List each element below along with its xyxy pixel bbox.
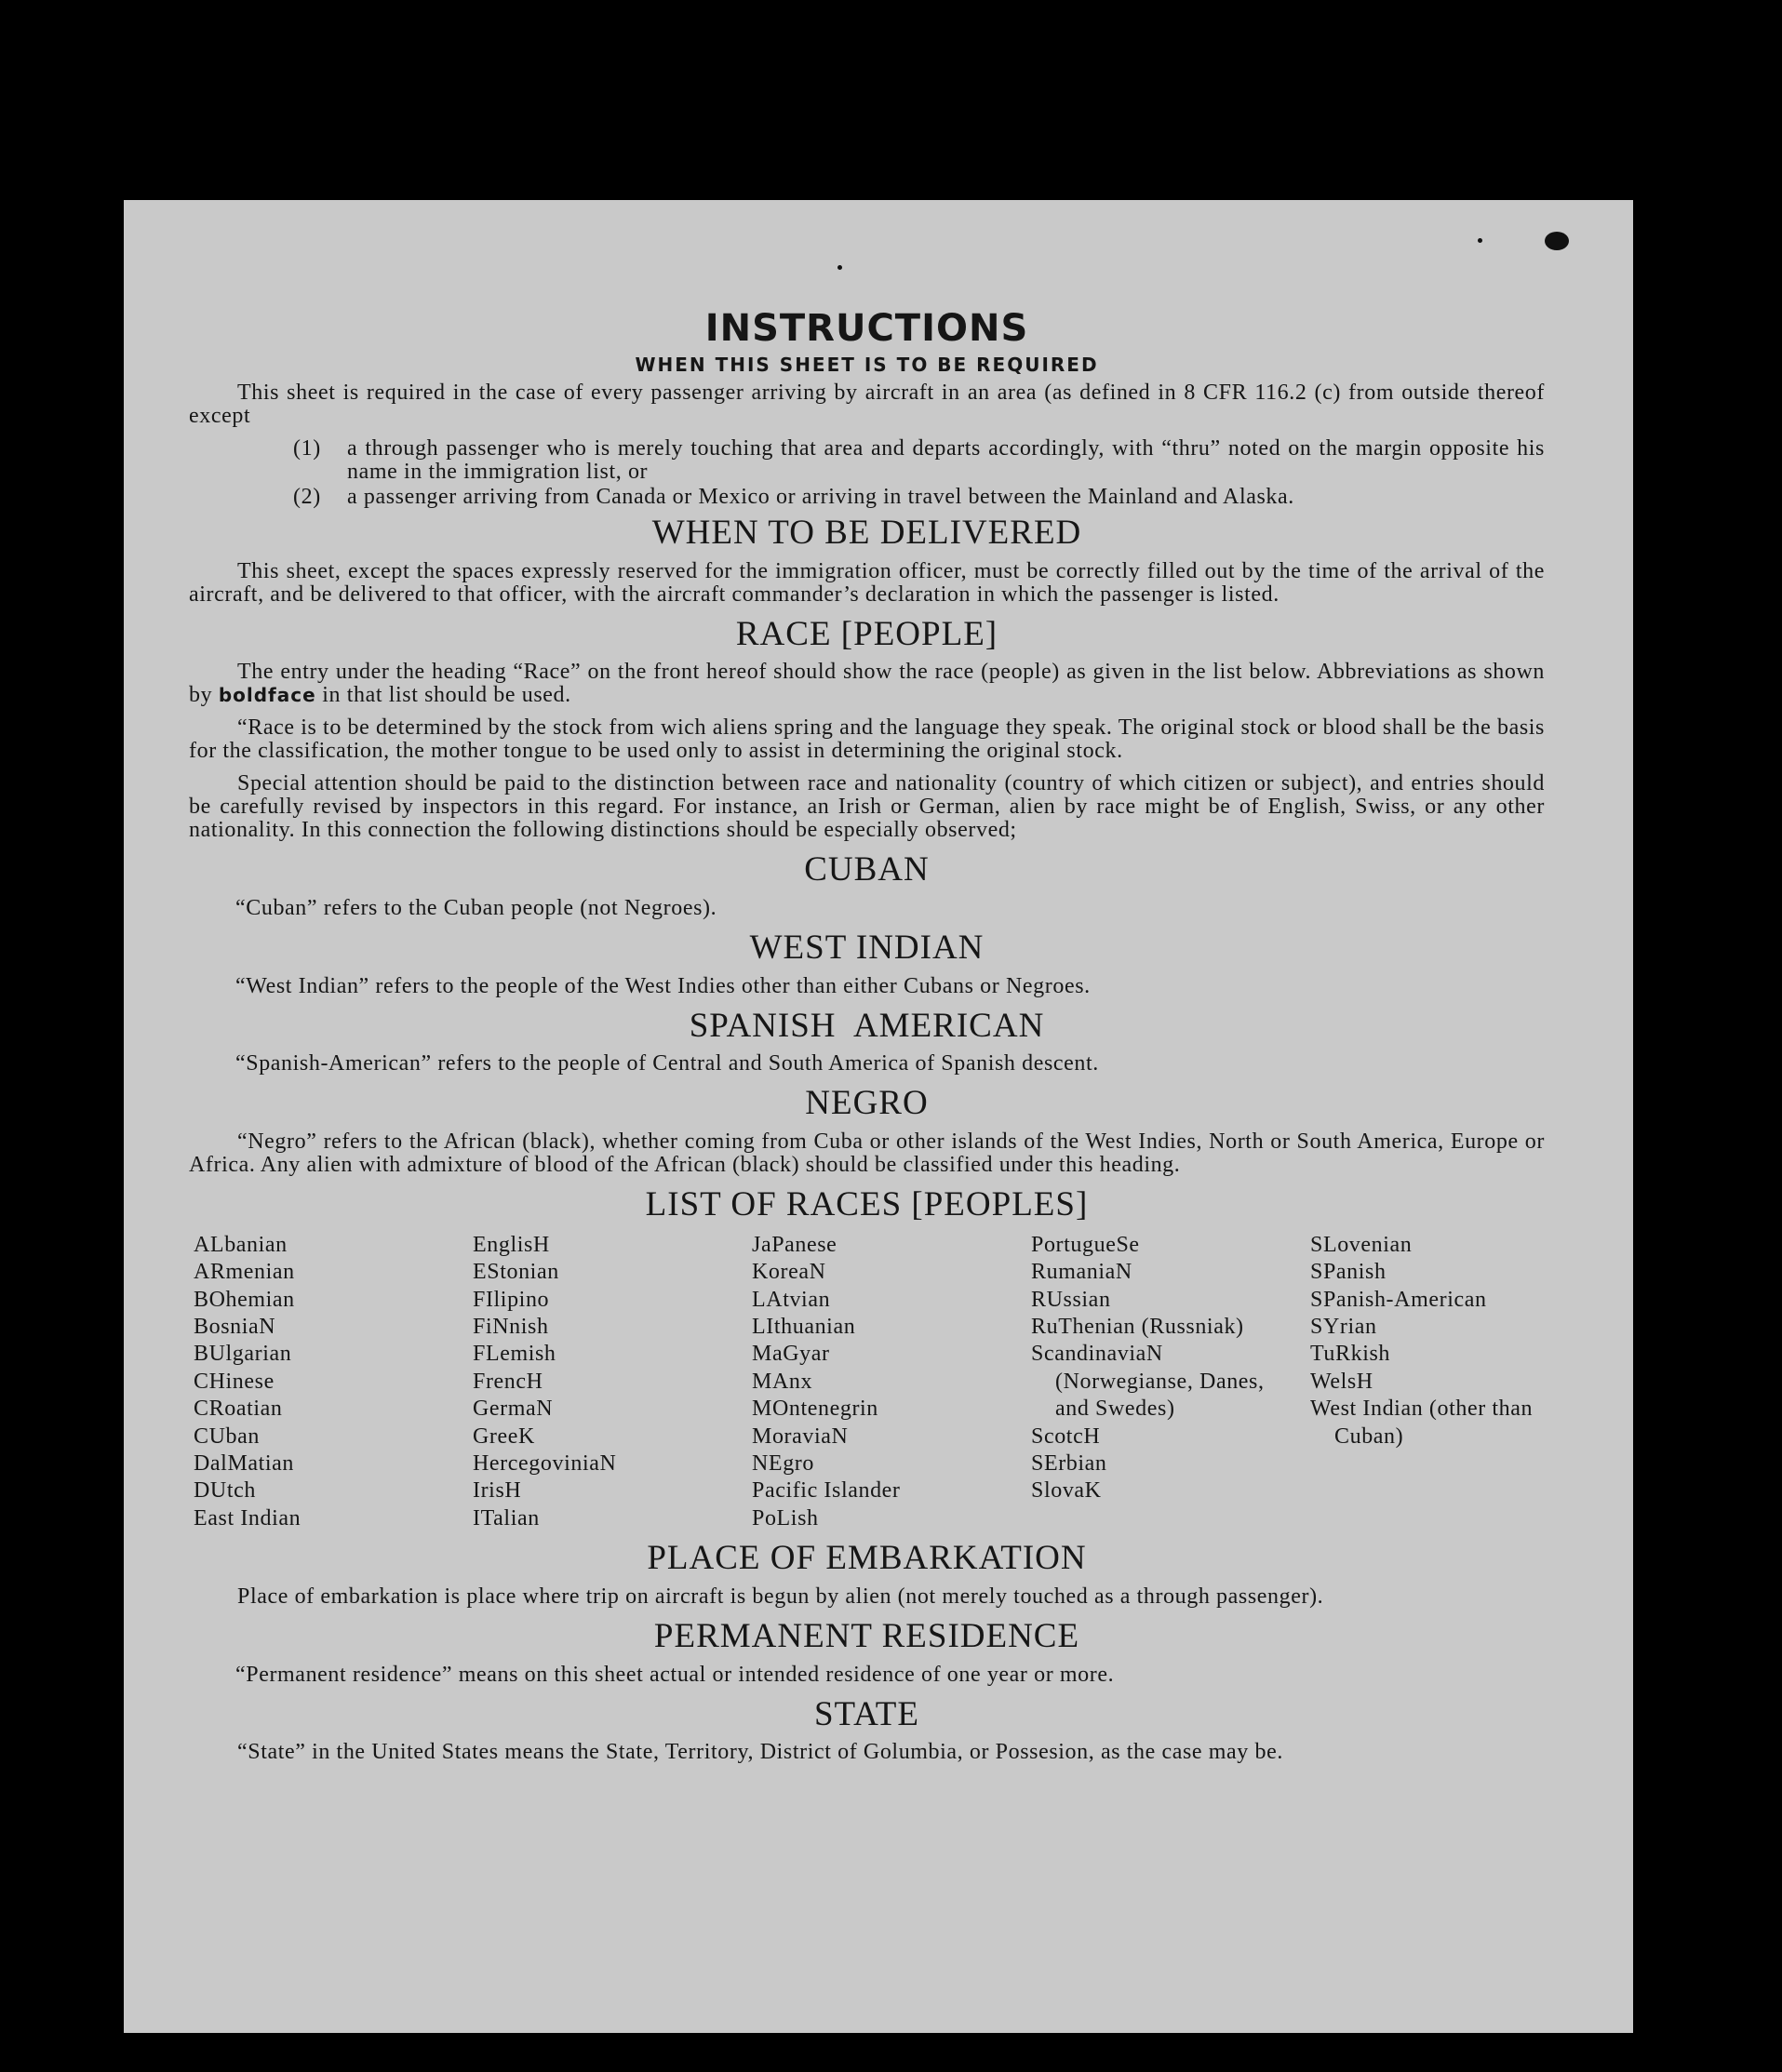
- race-entry: GermaN: [473, 1397, 554, 1422]
- section-heading-state: STATE: [813, 1694, 920, 1733]
- race-entry: TuRkish: [1310, 1342, 1391, 1367]
- races-column: [752, 1232, 1031, 1532]
- race-entry: WelsH: [1310, 1369, 1373, 1394]
- race-entry: RumaniaN: [1031, 1260, 1132, 1285]
- intro-paragraph: This sheet is required in the case of every passenger arriving by aircraft in an area (as defined in 8 CFR 116.2 (c) from outside thereof except: [189, 381, 1545, 428]
- race-entry: CUban: [194, 1424, 260, 1449]
- cuban-paragraph: “Cuban” refers to the Cuban people (not Negroes).: [235, 896, 717, 921]
- races-list: [194, 1232, 1545, 1532]
- race-entry: JaPanese: [752, 1232, 837, 1257]
- exception-text: a passenger arriving from Canada or Mexico or arriving in travel between the Mainland and Alaska.: [347, 485, 1294, 509]
- section-heading-embarkation: PLACE OF EMBARKATION: [647, 1539, 1087, 1578]
- exception-text: a through passenger who is merely touching that area and departs accordingly, with “thru” noted on the margin opposite his name in the immigration list, or: [347, 436, 1545, 484]
- race-entry: MaGyar: [752, 1342, 830, 1367]
- exception-number: (1): [293, 436, 321, 461]
- race-entry: MOntenegrin: [752, 1397, 878, 1422]
- ink-blot: [1545, 232, 1569, 250]
- ink-speck: [1478, 238, 1482, 243]
- race-entry: EnglisH: [473, 1232, 550, 1257]
- ink-speck: [837, 265, 842, 270]
- residence-paragraph: “Permanent residence” means on this sheet actual or intended residence of one year or more.: [235, 1662, 1115, 1687]
- section-heading-spanish-american: SPANISH AMERICAN: [689, 1006, 1045, 1045]
- race-entry: SYrian: [1310, 1315, 1377, 1340]
- race-paragraph-1: [189, 661, 1545, 707]
- race-entry: BOhemian: [194, 1287, 295, 1312]
- race-entry: MoraviaN: [752, 1424, 849, 1449]
- race-entry: MAnx: [752, 1369, 813, 1394]
- race-entry: BosniaN: [194, 1315, 276, 1340]
- race-entry: FIlipino: [473, 1287, 550, 1312]
- exception-number: (2): [293, 485, 321, 509]
- race-entry: ALbanian: [194, 1232, 288, 1257]
- boldface-term: boldface: [218, 684, 316, 707]
- race-entry: EStonian: [473, 1260, 559, 1285]
- document-title: INSTRUCTIONS: [704, 307, 1029, 350]
- races-column: [473, 1232, 752, 1532]
- state-paragraph: “State” in the United States means the State, Territory, District of Golumbia, or Possesion, as the case may be.: [237, 1740, 1283, 1765]
- race-entry: FLemish: [473, 1342, 556, 1367]
- section-heading-negro: NEGRO: [805, 1084, 929, 1123]
- document-page: [124, 200, 1633, 2033]
- exception-item: [189, 437, 1545, 484]
- race-text: The entry under the heading “Race” on the front hereof should show the race (people) as given in the list below. Abbreviations as shown by: [189, 660, 1545, 708]
- race-entry: GreeK: [473, 1424, 535, 1449]
- delivered-paragraph: This sheet, except the spaces expressly reserved for the immigration officer, must be correctly filled out by the time of the arrival of the aircraft, and be delivered to that officer, with the aircraft commander’s declaration in which the passenger is listed.: [189, 558, 1545, 607]
- races-column: [194, 1232, 473, 1532]
- race-entry: CHinese: [194, 1369, 275, 1394]
- race-entry: East Indian: [194, 1505, 301, 1531]
- race-entry: DalMatian: [194, 1451, 295, 1477]
- section-heading-race: RACE [PEOPLE]: [735, 614, 998, 653]
- race-entry: ScotcH: [1031, 1424, 1101, 1449]
- section-heading-residence: PERMANENT RESIDENCE: [653, 1616, 1080, 1655]
- race-entry: NEgro: [752, 1451, 814, 1477]
- section-heading-delivered: WHEN TO BE DELIVERED: [651, 514, 1082, 552]
- race-entry: SLovenian: [1310, 1232, 1413, 1257]
- race-entry: LIthuanian: [752, 1315, 856, 1340]
- race-entry: RUssian: [1031, 1287, 1111, 1312]
- race-entry: FrencH: [473, 1369, 543, 1394]
- race-entry: SPanish-American: [1310, 1287, 1487, 1312]
- spanish-american-paragraph: “Spanish-American” refers to the people of Central and South America of Spanish descent.: [235, 1051, 1099, 1076]
- section-heading-west-indian: WEST INDIAN: [749, 929, 985, 968]
- race-paragraph-3: Special attention should be paid to the distinction between race and nationality (country of which citizen or subject), and entries should be carefully revised by inspectors in this regard. For instance, an Irish or German, alien by race might be of English, Swiss, or any other nationality. In this connection the following distinctions should be especially observed;: [189, 771, 1545, 843]
- race-entry: KoreaN: [752, 1260, 826, 1285]
- race-entry: West Indian (other than Cuban): [1310, 1397, 1534, 1449]
- race-entry: ITalian: [473, 1505, 540, 1531]
- race-entry: SErbian: [1031, 1451, 1107, 1477]
- exception-item: [189, 486, 1545, 509]
- race-entry: Pacific Islander: [752, 1478, 901, 1504]
- races-column: [1031, 1232, 1268, 1532]
- section-heading-list-of-races: LIST OF RACES [PEOPLES]: [645, 1185, 1089, 1224]
- race-entry: ScandinaviaN (Norwegianse, Danes, and Swedes): [1031, 1342, 1265, 1422]
- section-heading-cuban: CUBAN: [804, 850, 930, 889]
- race-entry: CRoatian: [194, 1397, 283, 1422]
- race-entry: SlovaK: [1031, 1478, 1102, 1504]
- race-entry: DUtch: [194, 1478, 256, 1504]
- embarkation-paragraph: Place of embarkation is place where trip on aircraft is begun by alien (not merely touched as a through passenger).: [237, 1584, 1324, 1609]
- race-entry: LAtvian: [752, 1287, 831, 1312]
- west-indian-paragraph: “West Indian” refers to the people of the West Indies other than either Cubans or Negroes.: [235, 973, 1091, 998]
- race-entry: HercegoviniaN: [473, 1451, 617, 1477]
- race-paragraph-2: “Race is to be determined by the stock from wich aliens spring and the language they speak. The original stock or blood shall be the basis for the classification, the mother tongue to be used only to assist in determining the original stock.: [189, 715, 1545, 764]
- document-subtitle: WHEN THIS SHEET IS TO BE REQUIRED: [635, 354, 1099, 376]
- race-entry: IrisH: [473, 1478, 522, 1504]
- race-entry: PoLish: [752, 1505, 819, 1531]
- race-entry: RuThenian (Russniak): [1031, 1315, 1244, 1340]
- race-text: in that list should be used.: [315, 683, 571, 708]
- race-entry: PortugueSe: [1031, 1232, 1140, 1257]
- races-column: [1310, 1232, 1589, 1532]
- race-entry: BUlgarian: [194, 1342, 292, 1367]
- negro-paragraph: “Negro” refers to the African (black), whether coming from Cuba or other islands of the West Indies, North or South America, Europe or Africa. Any alien with admixture of blood of the African (black) should be classified under this heading.: [189, 1130, 1545, 1178]
- race-entry: SPanish: [1310, 1260, 1387, 1285]
- race-entry: ARmenian: [194, 1260, 295, 1285]
- race-entry: FiNnish: [473, 1315, 549, 1340]
